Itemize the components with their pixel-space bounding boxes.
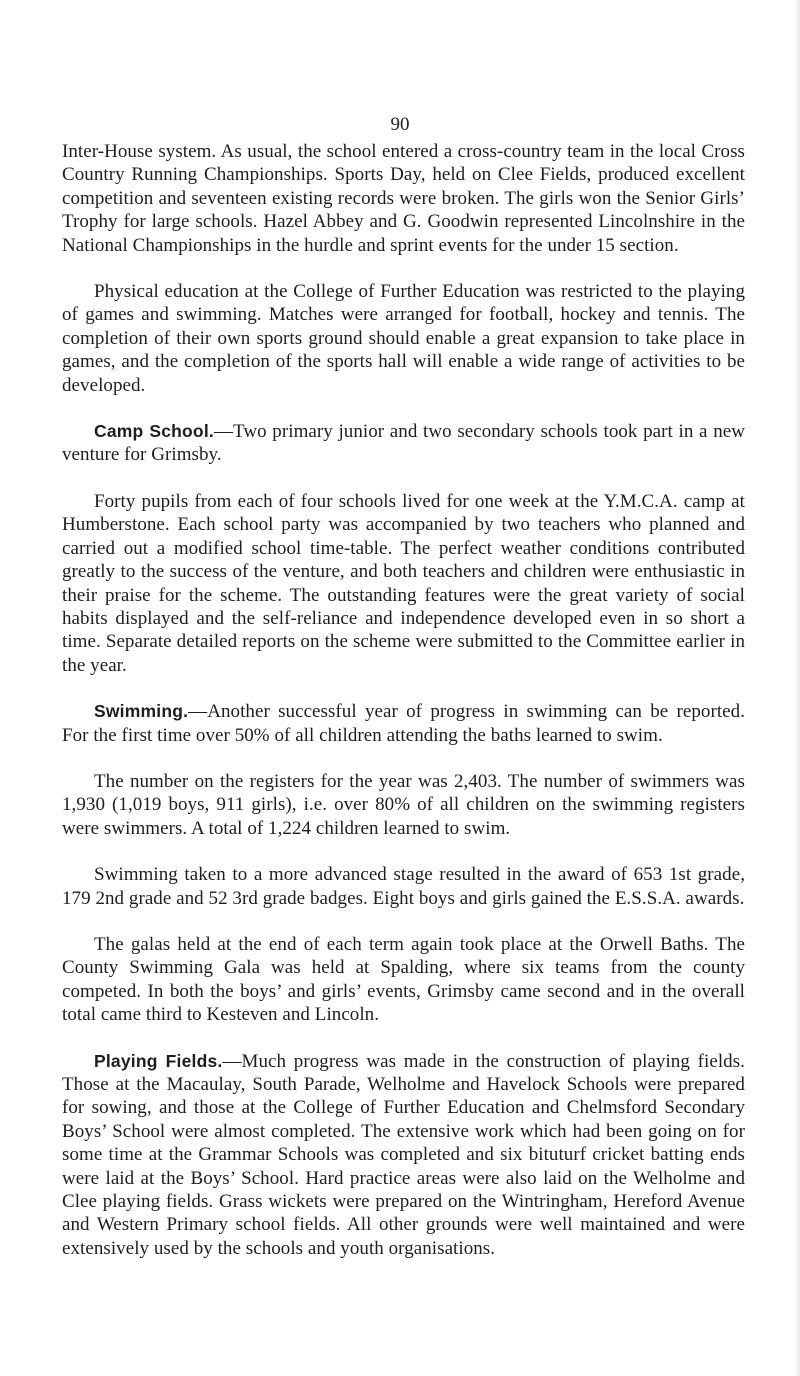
section-heading-camp-school: Camp School. <box>94 421 214 442</box>
paragraph-registers <box>62 770 745 840</box>
paragraph-playing-fields <box>62 1050 745 1261</box>
page-number: 90 <box>390 114 410 135</box>
paragraph-text: Forty pupils from each of four schools lived for one week at the Y.M.C.A. camp at Humberstone. Each school party was accompanied by two teachers who planned and carried out a modified school time-table. The perfect weather conditions contributed greatly to the success of the venture, and both teachers and children were enthusiastic in their praise for the scheme. The outstanding features were the great variety of social habits displayed and the self-reliance and independence developed even in so short a time. Separate detailed reports on the scheme were submitted to the Committee earlier in the year. <box>62 490 745 676</box>
section-heading-swimming: Swimming. <box>94 701 189 722</box>
page-edge-shadow <box>794 0 800 1376</box>
paragraph-text: The galas held at the end of each term again took place at the Orwell Baths. The County Swimming Gala was held at Spalding, where six teams from the county competed. In both the boys’ and girls’ events, Grimsby came second and in the overall total came third to Kesteven and Lincoln. <box>62 933 745 1026</box>
paragraph-camp-school <box>62 420 745 467</box>
paragraph-text: —Much progress was made in the construction of playing fields. Those at the Macaulay, South Parade, Welholme and Havelock Schools were prepared for sowing, and those at the College of Further Education and Chelmsford Secondary Boys’ School were almost completed. The extensive work which had been going on for some time at the Grammar Schools was completed and six bituturf cricket batting ends were laid at the Boys’ School. Hard practice areas were also laid on the Welholme and Clee playing fields. Grass wickets were prepared on the Wintringham, Hereford Avenue and Western Primary school fields. All other grounds were well maintained and were extensively used by the schools and youth organisations. <box>62 1050 745 1259</box>
section-heading-playing-fields: Playing Fields. <box>94 1050 223 1071</box>
paragraph-physical-education <box>62 280 745 397</box>
document-body <box>62 140 745 1260</box>
paragraph-galas <box>62 933 745 1027</box>
paragraph-text: Inter-House system. As usual, the school entered a cross-country team in the local Cross Country Running Championships. Sports Day, held on Clee Fields, produced excellent competition and seventeen existing records were broken. The girls won the Senior Girls’ Trophy for large schools. Hazel Abbey and G. Goodwin represented Lincolnshire in the National Championships in the hurdle and sprint events for the under 15 section. <box>62 141 745 256</box>
paragraph-text: Physical education at the College of Further Education was restricted to the playing of games and swimming. Matches were arranged for football, hockey and tennis. The completion of their own sports ground should enable a great expansion to take place in games, and the completion of the sports hall will enable a wide range of activities to be developed. <box>62 281 745 396</box>
paragraph-text: —Another successful year of progress in swimming can be reported. For the first time over 50% of all children attending the baths learned to swim. <box>62 701 745 746</box>
paragraph-badges <box>62 863 745 910</box>
paragraph-text: The number on the registers for the year was 2,403. The number of swimmers was 1,930 (1,019 boys, 911 girls), i.e. over 80% of all children on the swimming registers were swimmers. A total of 1,224 children learned to swim. <box>62 770 745 839</box>
paragraph-forty-pupils <box>62 490 745 677</box>
paragraph-inter-house <box>62 140 745 257</box>
paragraph-swimming <box>62 700 745 747</box>
paragraph-text: —Two primary junior and two secondary schools took part in a new venture for Grimsby. <box>62 421 745 466</box>
paragraph-text: Swimming taken to a more advanced stage resulted in the award of 653 1st grade, 179 2nd grade and 52 3rd grade badges. Eight boys and girls gained the E.S.S.A. awards. <box>62 864 745 909</box>
